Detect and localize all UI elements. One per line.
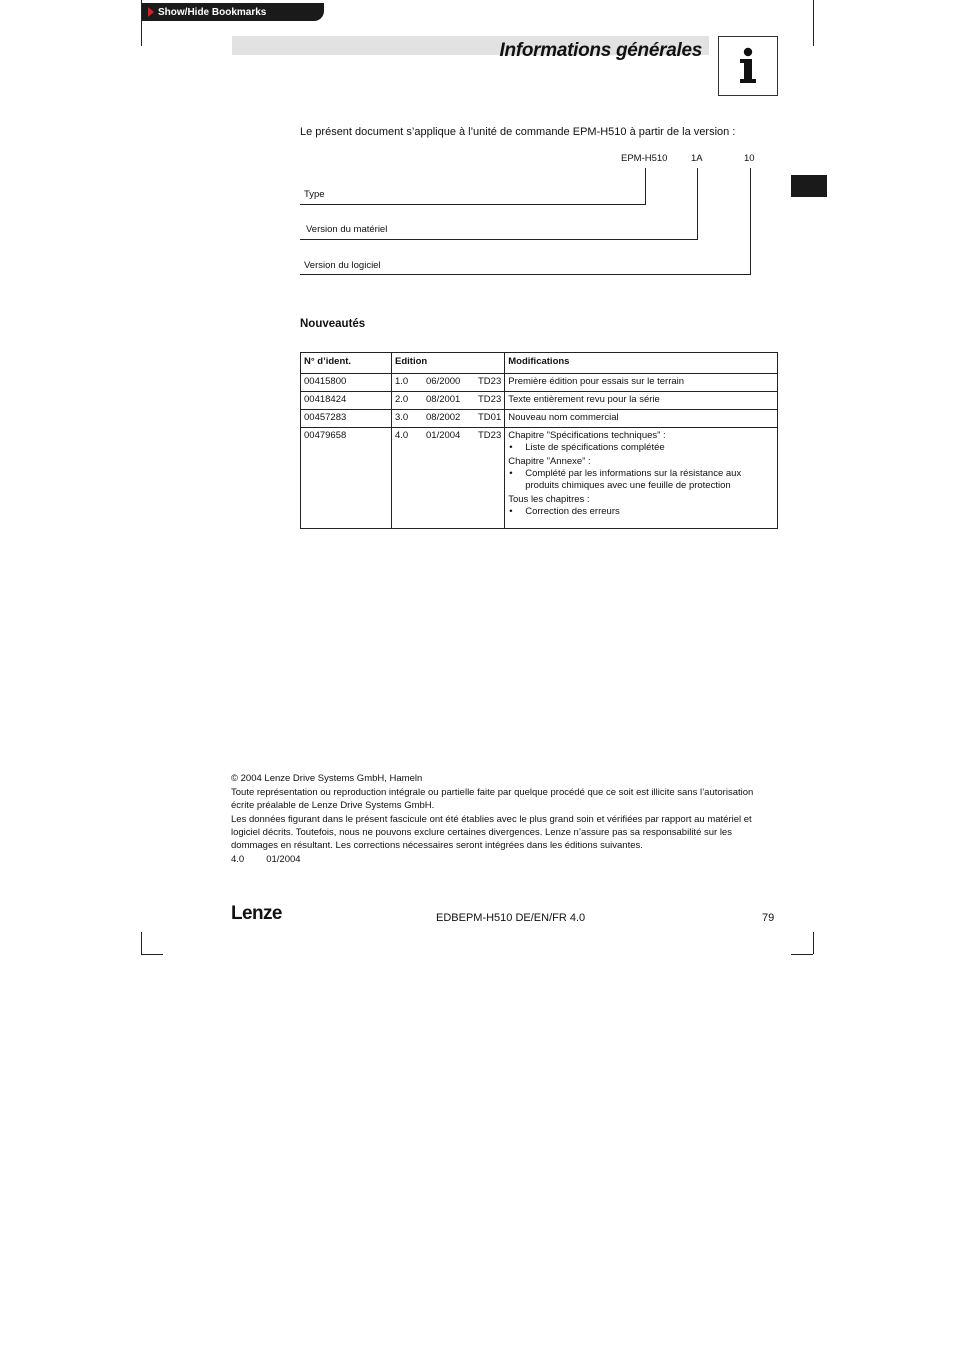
column-header: Edition (392, 353, 505, 374)
show-hide-bookmarks-label: Show/Hide Bookmarks (158, 6, 267, 18)
bullet-text: Complété par les informations sur la résistance aux produits chimiques avec une feuille de protection (525, 468, 742, 491)
crop-mark (141, 954, 163, 955)
lenze-logo: Lenze (231, 903, 282, 924)
table-row (301, 374, 778, 392)
bullet-item (508, 442, 774, 454)
bullet-text: Correction des erreurs (525, 506, 620, 517)
edition-cell (392, 392, 505, 410)
bullet-text: Liste de spécifications complétée (525, 442, 665, 453)
edition-version: 4.0 (395, 430, 409, 441)
bullet-item (508, 506, 774, 518)
modifications-cell: Nouveau nom commercial (505, 410, 778, 428)
edition-version: 2.0 (395, 394, 409, 405)
bullet-icon: • (509, 468, 513, 479)
section-title: Nouveautés (300, 318, 366, 330)
edition-cell (392, 374, 505, 392)
modifications-cell (505, 428, 778, 529)
legal-paragraph: Les données figurant dans le présent fascicule ont été établies avec le plus grand soin et vérifiées par rapport au matériel et logiciel décrits. Toutefois, nous ne pouvons exclure certaines divergences. Lenze n’assure pas sa responsabilité sur les dommages en résultant. Les corrections nécessaires seront intégrées dans les éditions suivantes. (231, 814, 752, 851)
copyright-text: © 2004 Lenze Drive Systems GmbH, Hameln (231, 773, 423, 784)
column-header: Modifications (505, 353, 778, 374)
diagram-line (300, 239, 698, 240)
triangle-right-icon (148, 7, 154, 17)
edition-version: 1.0 (395, 376, 409, 387)
footer-version: 4.0 (231, 854, 245, 865)
chapter-tab-marker (791, 175, 827, 197)
crop-mark (791, 954, 813, 955)
crop-mark (813, 932, 814, 954)
info-icon (718, 36, 778, 96)
modification-heading: Tous les chapitres : (508, 494, 590, 505)
table-header-row (301, 353, 778, 374)
edition-date: 08/2001 (426, 394, 461, 405)
edition-code: TD01 (478, 412, 502, 423)
label-software-version: Version du logiciel (304, 260, 381, 271)
ident-cell: 00415800 (301, 374, 392, 392)
ident-cell: 00479658 (301, 428, 392, 529)
code-part-hardware: 1A (691, 153, 703, 164)
label-type: Type (304, 189, 325, 200)
table-row (301, 392, 778, 410)
diagram-line (300, 274, 751, 275)
version-line (231, 853, 779, 866)
document-reference: EDBEPM-H510 DE/EN/FR 4.0 (436, 912, 586, 924)
edition-date: 06/2000 (426, 376, 461, 387)
legal-paragraph: Toute représentation ou reproduction intégrale ou partielle faite par quelque procédé que ce soit est illicite sans l’autorisation écrite préalable de Lenze Drive Systems GmbH. (231, 787, 754, 811)
table-row (301, 410, 778, 428)
code-part-type: EPM-H510 (621, 153, 668, 164)
diagram-line (750, 168, 751, 274)
page-title: Informations générales (499, 40, 702, 61)
bullet-item (508, 468, 774, 492)
edition-date: 08/2002 (426, 412, 461, 423)
page-number: 79 (762, 912, 775, 924)
modifications-table (300, 352, 778, 529)
ident-cell: 00418424 (301, 392, 392, 410)
modification-heading: Chapitre ”Annexe” : (508, 456, 591, 467)
table-row (301, 428, 778, 529)
column-header: N° d’ident. (301, 353, 392, 374)
intro-text: Le présent document s’applique à l’unité de commande EPM-H510 à partir de la version : (300, 126, 736, 138)
show-hide-bookmarks-button[interactable] (142, 3, 324, 21)
diagram-line (645, 168, 646, 204)
legal-notice (231, 772, 779, 867)
edition-code: TD23 (478, 430, 502, 441)
edition-code: TD23 (478, 376, 502, 387)
edition-cell (392, 410, 505, 428)
edition-version: 3.0 (395, 412, 409, 423)
modification-heading: Chapitre ”Spécifications techniques” : (508, 430, 666, 441)
edition-cell (392, 428, 505, 529)
edition-date: 01/2004 (426, 430, 461, 441)
bullet-icon: • (509, 442, 513, 453)
diagram-line (300, 204, 646, 205)
crop-mark (141, 0, 142, 46)
crop-mark (813, 0, 814, 46)
diagram-line (697, 168, 698, 239)
label-hardware-version: Version du matériel (306, 224, 388, 235)
crop-mark (141, 932, 142, 954)
modifications-cell: Texte entièrement revu pour la série (505, 392, 778, 410)
code-part-software: 10 (744, 153, 755, 164)
ident-cell: 00457283 (301, 410, 392, 428)
bullet-icon: • (509, 506, 513, 517)
modifications-cell: Première édition pour essais sur le terrain (505, 374, 778, 392)
footer-date: 01/2004 (266, 854, 301, 865)
edition-code: TD23 (478, 394, 502, 405)
